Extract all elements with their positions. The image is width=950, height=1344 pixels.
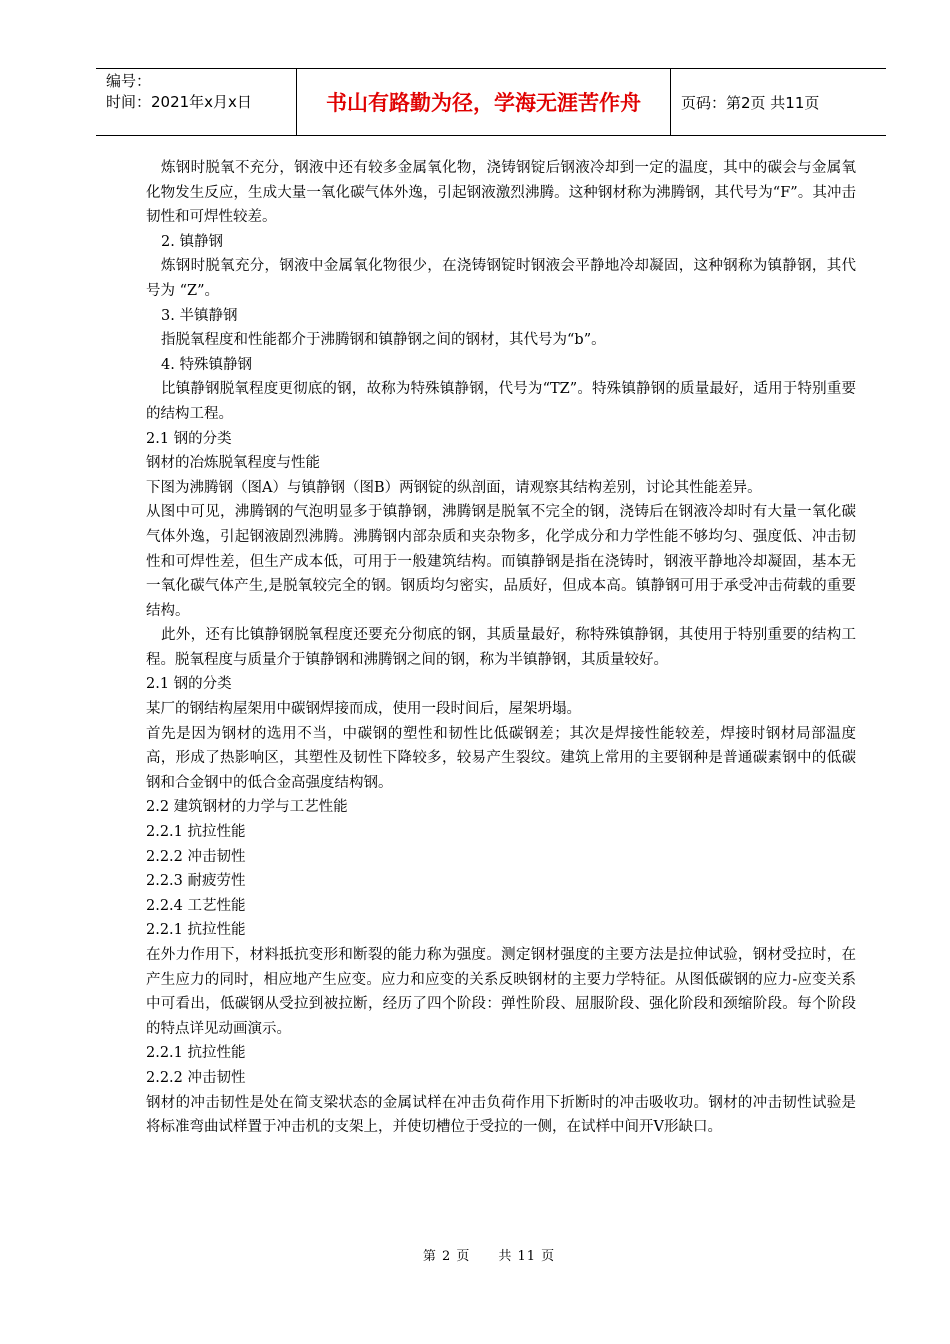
footer-total-pages: 共 11 页 <box>498 1249 556 1264</box>
body-paragraph: 指脱氧程度和性能都介于沸腾钢和镇静钢之间的钢材，其代号为“b”。 <box>161 332 606 349</box>
body-paragraph: 2.2 建筑钢材的力学与工艺性能 <box>146 799 348 816</box>
body-paragraph: 比镇静钢脱氧程度更彻底的钢，故称为特殊镇静钢，代号为“TZ”。特殊镇静钢的质量最好，适用于特别重要的结构工程。 <box>146 381 856 422</box>
page-footer <box>0 1245 950 1264</box>
header-motto: 书山有路勤为径，学海无涯苦作舟 <box>297 69 671 135</box>
body-paragraph: 钢材的冶炼脱氧程度与性能 <box>146 455 320 472</box>
header-page-info: 页码：第2页 共11页 <box>681 93 820 112</box>
body-paragraph: 下图为沸腾钢（图A）与镇静钢（图B）两钢锭的纵剖面，请观察其结构差别，讨论其性能差异。 <box>146 479 762 496</box>
document-number-label: 编号： <box>106 72 152 90</box>
document-body <box>146 156 856 1140</box>
body-paragraph: 钢材的冲击韧性是处在简支梁状态的金属试样在冲击负荷作用下折断时的冲击吸收功。钢材的冲击韧性试验是将标准弯曲试样置于冲击机的支架上，并使切槽位于受拉的一侧，在试样中间开V形缺口。 <box>146 1094 856 1136</box>
body-paragraph: 2.1 钢的分类 <box>146 430 232 447</box>
body-paragraph: 2.2.1 抗拉性能 <box>146 922 246 939</box>
footer-page-number: 第 2 页 <box>422 1249 471 1264</box>
body-paragraph: 4. 特殊镇静钢 <box>161 356 252 373</box>
body-paragraph: 某厂的钢结构屋架用中碳钢焊接而成，使用一段时间后，屋架坍塌。 <box>146 701 581 718</box>
body-paragraph: 此外，还有比镇静钢脱氧程度还要充分彻底的钢，其质量最好，称特殊镇静钢，其使用于特别重要的结构工程。脱氧程度与质量介于镇静钢和沸腾钢之间的钢，称为半镇静钢，其质量较好。 <box>146 627 856 668</box>
body-paragraph: 从图中可见，沸腾钢的气泡明显多于镇静钢，沸腾钢是脱氧不完全的钢，浇铸后在钢液冷却时有大量一氧化碳气体外逸，引起钢液剧烈沸腾。沸腾钢内部杂质和夹杂物多，化学成分和力学性能不够均匀、强度低、冲击韧性和可焊性差，但生产成本低，可用于一般建筑结构。而镇静钢是指在浇铸时，钢液平静地冷却凝固，基本无一氧化碳气体产生,是脱氧较完全的钢。钢质均匀密实，品质好，但成本高。镇静钢可用于承受冲击荷载的重要结构。 <box>146 504 856 619</box>
body-paragraph: 2.2.1 抗拉性能 <box>146 824 246 841</box>
header-meta <box>96 69 297 135</box>
body-paragraph: 2.2.2 冲击韧性 <box>146 848 246 865</box>
body-paragraph: 炼钢时脱氧不充分，钢液中还有较多金属氧化物，浇铸钢锭后钢液冷却到一定的温度，其中的碳会与金属氧化物发生反应，生成大量一氧化碳气体外逸，引起钢液激烈沸腾。这种钢材称为沸腾钢，其代号为“F”。其冲击韧性和可焊性较差。 <box>146 160 856 226</box>
body-paragraph: 2.2.1 抗拉性能 <box>146 1045 246 1062</box>
body-paragraph: 2.2.2 冲击韧性 <box>146 1069 246 1086</box>
body-paragraph: 2.2.4 工艺性能 <box>146 897 246 914</box>
document-time-label: 时间：2021年x月x日 <box>106 93 252 111</box>
body-paragraph: 首先是因为钢材的选用不当，中碳钢的塑性和韧性比低碳钢差；其次是焊接性能较差，焊接时钢材局部温度高，形成了热影响区，其塑性及韧性下降较多，较易产生裂纹。建筑上常用的主要钢种是普通碳素钢中的低碳钢和合金钢中的低合金高强度结构钢。 <box>146 725 856 791</box>
body-paragraph: 2. 镇静钢 <box>161 233 223 250</box>
body-paragraph: 2.2.3 耐疲劳性 <box>146 873 246 890</box>
body-paragraph: 在外力作用下，材料抵抗变形和断裂的能力称为强度。测定钢材强度的主要方法是拉伸试验，钢材受拉时，在产生应力的同时，相应地产生应变。应力和应变的关系反映钢材的主要力学特征。从图低碳钢的应力-应变关系中可看出，低碳钢从受拉到被拉断，经历了四个阶段：弹性阶段、屈服阶段、强化阶段和颈缩阶段。每个阶段的特点详见动画演示。 <box>146 947 856 1037</box>
body-paragraph: 2.1 钢的分类 <box>146 676 232 693</box>
page-header <box>96 68 886 136</box>
body-paragraph: 炼钢时脱氧充分，钢液中金属氧化物很少，在浇铸钢锭时钢液会平静地冷却凝固，这种钢称为镇静钢，其代号为 “Z”。 <box>146 258 856 299</box>
body-paragraph: 3. 半镇静钢 <box>161 307 238 324</box>
